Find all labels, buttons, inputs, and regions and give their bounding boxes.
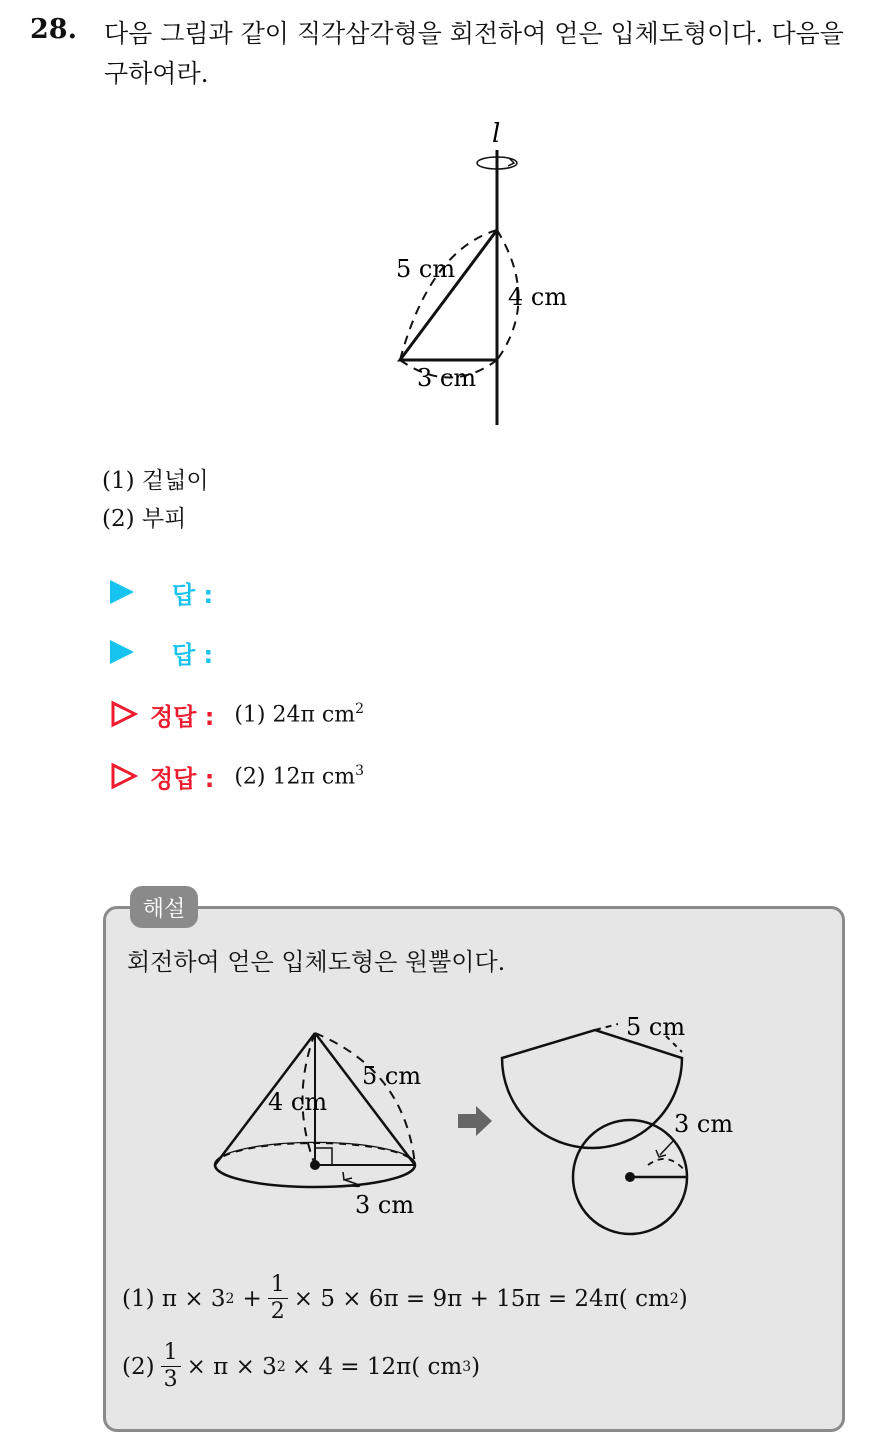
height-label: 4 cm [508,283,568,311]
correct-label: 정답 : [150,764,215,793]
correct-value: (2) 12π $cm^3$ [234,762,365,790]
net-sector [502,1030,682,1148]
cone-slant-label: 5 cm [362,1062,422,1090]
axis-label: l [492,119,501,149]
net-center-dot [625,1172,635,1182]
net-slant-label: 5 cm [626,1013,686,1041]
formula-1: (1) π × 3 2 + $\frac{1}{2}$ × 5 × 6π = 9π + 15π = 24π( cm 2 ) [122,1272,688,1324]
answer-label: 답 : [172,580,214,609]
solution-tag: 해설 [130,886,198,928]
item-2: (2) 부피 [102,506,187,532]
fraction: $\frac{1}{3}$ [161,1340,181,1393]
correct-value: (1) 24π $cm^2$ [234,700,365,728]
cone-height-label: 4 cm [268,1088,328,1116]
base-label: 3 cm [417,364,477,392]
formula-2: (2) $\frac{1}{3}$ × π × 3 2 × 4 = 12π( cm 3 ) [122,1340,481,1392]
fraction: $\frac{1}{2}$ [268,1272,288,1325]
correct-label: 정답 : [150,702,215,731]
solution-intro: 회전하여 얻은 입체도형은 원뿔이다. [127,948,506,976]
question-text: 다음 그림과 같이 직각삼각형을 회전하여 얻은 입체도형이다. 다음을 구하여라. [104,19,844,88]
hypotenuse-label: 5 cm [396,255,456,283]
cone-radius-label: 3 cm [355,1191,415,1219]
question-number: 28. [30,14,77,45]
right-arrow-icon [458,1106,492,1136]
answer-label: 답 : [172,640,214,669]
item-1: (1) 겉넓이 [102,468,209,494]
net-radius-label: 3 cm [674,1110,734,1138]
